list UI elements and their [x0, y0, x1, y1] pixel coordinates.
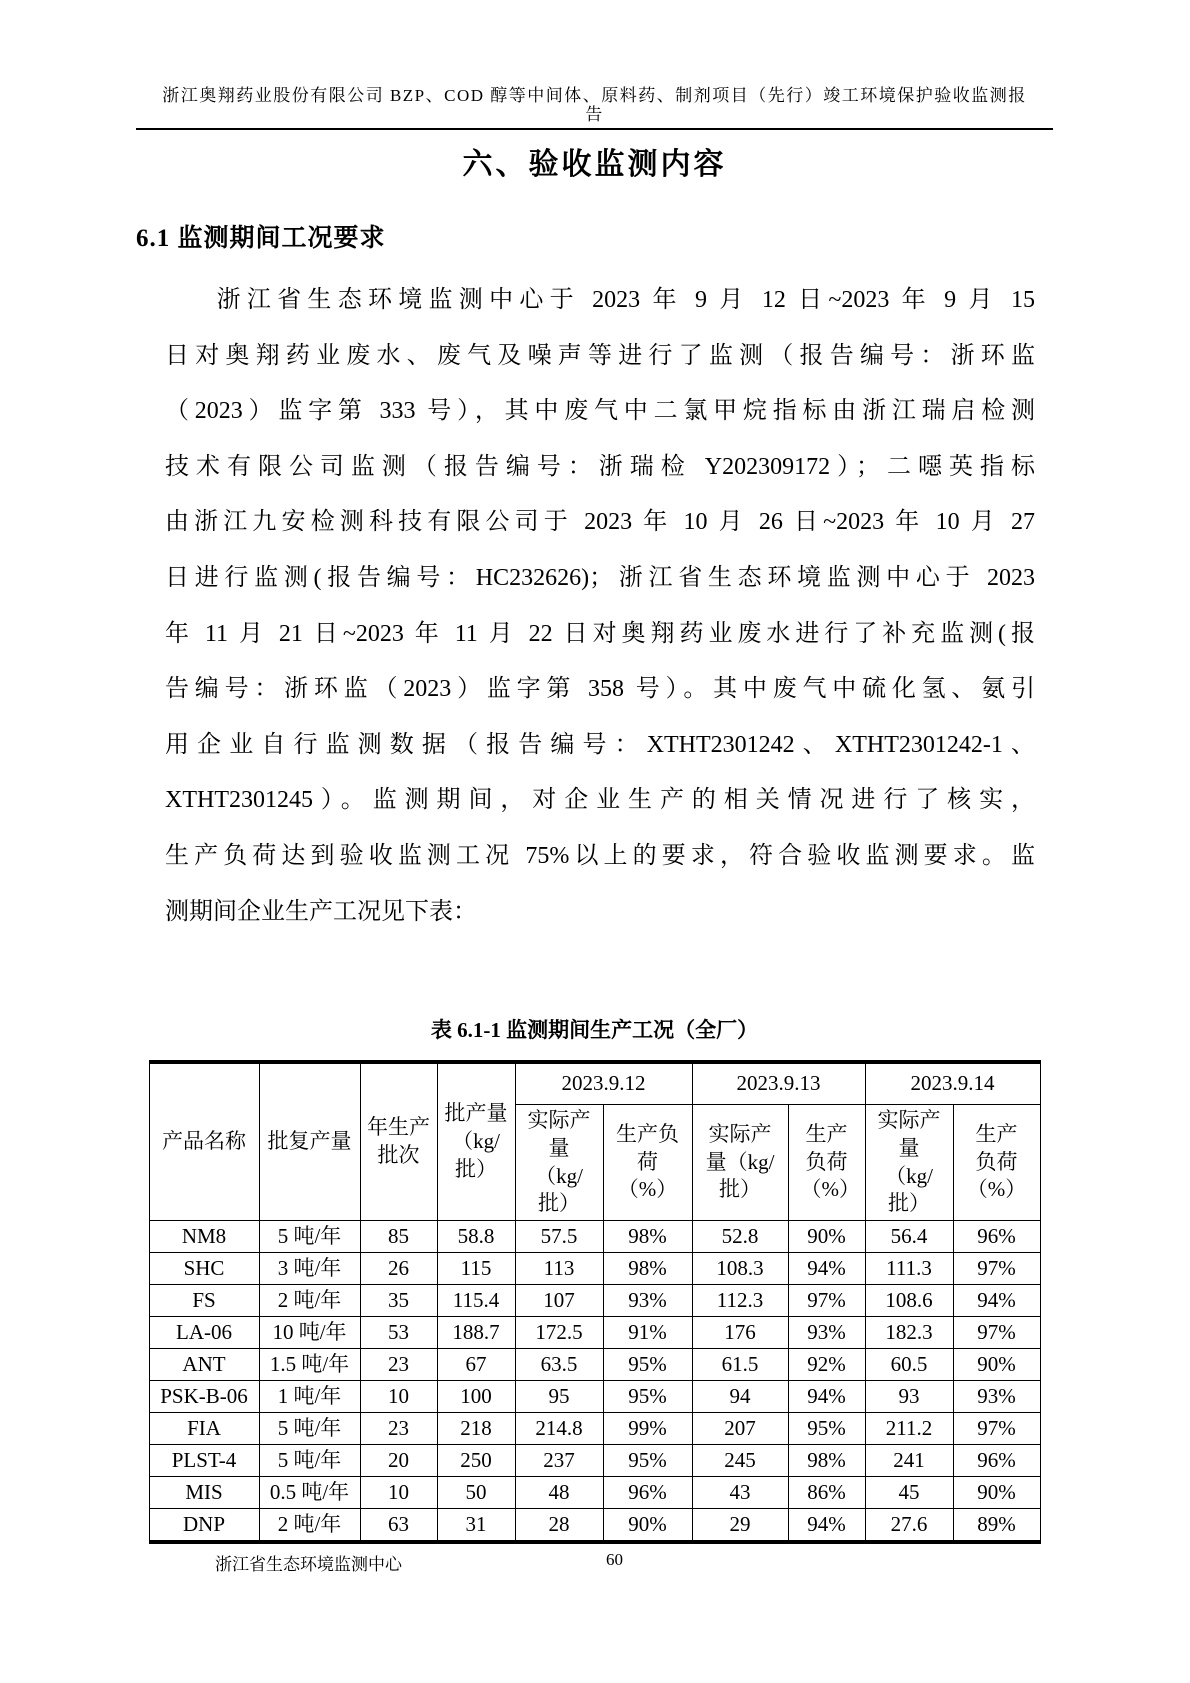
table-cell: 57.5	[515, 1221, 603, 1253]
table-cell: 241	[865, 1445, 953, 1477]
table-cell: 113	[515, 1253, 603, 1285]
sub-header-actual-2: 实际产量（kg/批）	[692, 1105, 788, 1221]
table-cell: 0.5 吨/年	[259, 1477, 360, 1509]
table-cell: 1.5 吨/年	[259, 1349, 360, 1381]
table-cell: 108.6	[865, 1285, 953, 1317]
table-cell: PSK-B-06	[149, 1381, 259, 1413]
table-row	[149, 1413, 1040, 1445]
table-row	[149, 1349, 1040, 1381]
table-cell: FS	[149, 1285, 259, 1317]
col-header-date-1: 2023.9.12	[515, 1062, 692, 1105]
table-row	[149, 1221, 1040, 1253]
table-row	[149, 1445, 1040, 1477]
table-cell: 23	[360, 1413, 437, 1445]
table-cell: 97%	[953, 1413, 1040, 1445]
table-row	[149, 1253, 1040, 1285]
table-cell: 43	[692, 1477, 788, 1509]
paragraph-line: 日进行监测(报告编号：HC232626)；浙江省生态环境监测中心于 2023	[165, 564, 1035, 591]
paragraph-line: 浙江省生态环境监测中心于 2023 年 9 月 12 日~2023 年 9 月 15	[216, 287, 1035, 313]
table-cell: 182.3	[865, 1317, 953, 1349]
table-cell: 214.8	[515, 1413, 603, 1445]
paragraph-line: 测期间企业生产工况见下表：	[165, 898, 477, 925]
table-caption: 表 6.1-1 监测期间生产工况（全厂）	[430, 1018, 759, 1043]
table-cell: 95%	[603, 1381, 692, 1413]
table-cell: 89%	[953, 1509, 1040, 1543]
table-cell: 96%	[953, 1445, 1040, 1477]
table-cell: 45	[865, 1477, 953, 1509]
table-cell: 250	[437, 1445, 515, 1477]
table-cell: 58.8	[437, 1221, 515, 1253]
table-cell: 63	[360, 1509, 437, 1543]
col-header-date-3: 2023.9.14	[865, 1062, 1040, 1105]
table-cell: 86%	[788, 1477, 865, 1509]
table-cell: 107	[515, 1285, 603, 1317]
table-cell: 50	[437, 1477, 515, 1509]
table-cell: 3 吨/年	[259, 1253, 360, 1285]
table-cell: 48	[515, 1477, 603, 1509]
table-cell: LA-06	[149, 1317, 259, 1349]
footer-organization: 浙江省生态环境监测中心	[215, 1555, 402, 1574]
table-cell: 90%	[788, 1221, 865, 1253]
table-cell: 27.6	[865, 1509, 953, 1543]
table-cell: 35	[360, 1285, 437, 1317]
table-cell: 67	[437, 1349, 515, 1381]
table-cell: 90%	[953, 1349, 1040, 1381]
table-cell: 211.2	[865, 1413, 953, 1445]
table-cell: 61.5	[692, 1349, 788, 1381]
col-header-batch-output: 批产量（kg/批）	[437, 1062, 515, 1220]
table-cell: 60.5	[865, 1349, 953, 1381]
table-cell: 53	[360, 1317, 437, 1349]
table-cell: 91%	[603, 1317, 692, 1349]
table-cell: 94%	[788, 1381, 865, 1413]
table-cell: 115.4	[437, 1285, 515, 1317]
table-cell: 94	[692, 1381, 788, 1413]
paragraph-line: XTHT2301245）。监测期间，对企业生产的相关情况进行了核实，	[165, 787, 1035, 814]
table-cell: 111.3	[865, 1253, 953, 1285]
table-cell: 237	[515, 1445, 603, 1477]
document-header-line1: 浙江奥翔药业股份有限公司 BZP、COD 醇等中间体、原料药、制剂项目（先行）竣工环境保护验收监测报	[162, 86, 1027, 105]
table-cell: 28	[515, 1509, 603, 1543]
table-cell: 98%	[603, 1221, 692, 1253]
document-header	[136, 86, 1053, 124]
table-cell: 94%	[953, 1285, 1040, 1317]
table-cell: 98%	[603, 1253, 692, 1285]
table-cell: 2 吨/年	[259, 1285, 360, 1317]
sub-header-actual-1: 实际产量（kg/批）	[515, 1105, 603, 1221]
paragraph-line: 生产负荷达到验收监测工况 75%以上的要求，符合验收监测要求。监	[165, 842, 1035, 869]
table-cell: 2 吨/年	[259, 1509, 360, 1543]
table-cell: 188.7	[437, 1317, 515, 1349]
table-cell: 96%	[953, 1221, 1040, 1253]
col-header-date-2: 2023.9.13	[692, 1062, 865, 1105]
table-cell: SHC	[149, 1253, 259, 1285]
table-cell: 245	[692, 1445, 788, 1477]
body-paragraph	[165, 273, 1035, 940]
table-cell: NM8	[149, 1221, 259, 1253]
sub-header-load-3: 生产负荷（%）	[953, 1105, 1040, 1221]
page-title: 六、验收监测内容	[462, 148, 727, 181]
table-cell: 5 吨/年	[259, 1445, 360, 1477]
table-cell: 94%	[788, 1509, 865, 1543]
table-cell: 56.4	[865, 1221, 953, 1253]
table-cell: 98%	[788, 1445, 865, 1477]
table-cell: 99%	[603, 1413, 692, 1445]
table-header-row-dates	[149, 1062, 1040, 1105]
page-number: 60	[606, 1550, 623, 1569]
table-cell: 1 吨/年	[259, 1381, 360, 1413]
table-cell: 20	[360, 1445, 437, 1477]
table-cell: 10	[360, 1381, 437, 1413]
table-row	[149, 1477, 1040, 1509]
paragraph-line: 告编号：浙环监（2023）监字第 358 号）。其中废气中硫化氢、氨引	[165, 676, 1035, 703]
sub-header-load-1: 生产负荷（%）	[603, 1105, 692, 1221]
table-cell: 90%	[603, 1509, 692, 1543]
table-cell: 93	[865, 1381, 953, 1413]
table-cell: 93%	[788, 1317, 865, 1349]
production-conditions-table	[149, 1060, 1041, 1544]
table-cell: 23	[360, 1349, 437, 1381]
table-cell: 112.3	[692, 1285, 788, 1317]
table-cell: 90%	[953, 1477, 1040, 1509]
paragraph-line: 日对奥翔药业废水、废气及噪声等进行了监测（报告编号：浙环监	[165, 342, 1035, 369]
table-cell: 207	[692, 1413, 788, 1445]
sub-header-actual-3: 实际产量（kg/批）	[865, 1105, 953, 1221]
table-cell: 97%	[788, 1285, 865, 1317]
table-cell: 95%	[603, 1445, 692, 1477]
table-cell: 26	[360, 1253, 437, 1285]
sub-header-load-2: 生产负荷（%）	[788, 1105, 865, 1221]
table-cell: 5 吨/年	[259, 1221, 360, 1253]
table-cell: 10	[360, 1477, 437, 1509]
table-cell: 95%	[603, 1349, 692, 1381]
table-row	[149, 1381, 1040, 1413]
table-cell: 29	[692, 1509, 788, 1543]
table-cell: 96%	[603, 1477, 692, 1509]
header-rule	[136, 128, 1053, 130]
table-row	[149, 1317, 1040, 1349]
table-cell: 63.5	[515, 1349, 603, 1381]
table-cell: FIA	[149, 1413, 259, 1445]
table-cell: 115	[437, 1253, 515, 1285]
section-heading: 6.1 监测期间工况要求	[136, 225, 386, 252]
table-cell: ANT	[149, 1349, 259, 1381]
paragraph-line: 年 11 月 21 日~2023 年 11 月 22 日对奥翔药业废水进行了补充监测(报	[165, 620, 1035, 647]
table-cell: 95%	[788, 1413, 865, 1445]
table-cell: 5 吨/年	[259, 1413, 360, 1445]
table-cell: MIS	[149, 1477, 259, 1509]
table-body	[149, 1221, 1040, 1543]
table-cell: PLST-4	[149, 1445, 259, 1477]
table-cell: 172.5	[515, 1317, 603, 1349]
paragraph-line: （2023）监字第 333 号），其中废气中二氯甲烷指标由浙江瑞启检测	[165, 398, 1035, 425]
table-cell: 95	[515, 1381, 603, 1413]
table-cell: 92%	[788, 1349, 865, 1381]
table-cell: 93%	[953, 1381, 1040, 1413]
table-cell: 97%	[953, 1253, 1040, 1285]
paragraph-line: 用企业自行监测数据（报告编号：XTHT2301242、XTHT2301242-1、	[165, 731, 1035, 758]
paragraph-line: 由浙江九安检测科技有限公司于 2023 年 10 月 26 日~2023 年 10 月 27	[165, 509, 1035, 536]
col-header-annual-batches: 年生产批次	[360, 1062, 437, 1220]
table-cell: 93%	[603, 1285, 692, 1317]
paragraph-line: 技术有限公司监测（报告编号：浙瑞检 Y202309172）；二噁英指标	[165, 453, 1035, 480]
table-cell: 108.3	[692, 1253, 788, 1285]
table-row	[149, 1509, 1040, 1543]
table-cell: 10 吨/年	[259, 1317, 360, 1349]
table-cell: 100	[437, 1381, 515, 1413]
table-cell: 97%	[953, 1317, 1040, 1349]
col-header-approved-output: 批复产量	[259, 1062, 360, 1220]
table-cell: 52.8	[692, 1221, 788, 1253]
table-cell: 94%	[788, 1253, 865, 1285]
table-cell: 218	[437, 1413, 515, 1445]
document-header-line2: 告	[585, 105, 604, 124]
table-cell: 176	[692, 1317, 788, 1349]
table-cell: DNP	[149, 1509, 259, 1543]
table-row	[149, 1285, 1040, 1317]
table-cell: 85	[360, 1221, 437, 1253]
table-cell: 31	[437, 1509, 515, 1543]
col-header-product: 产品名称	[149, 1062, 259, 1220]
